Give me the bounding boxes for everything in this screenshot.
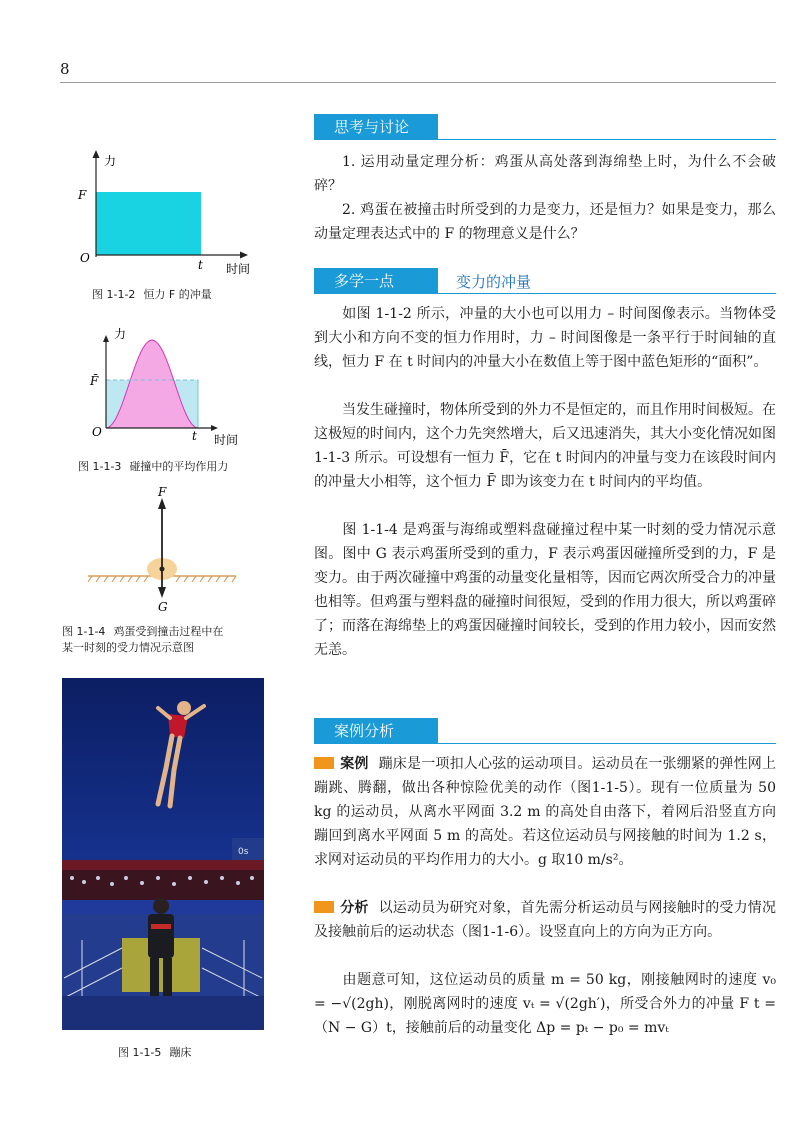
section-header-discuss: 思考与讨论 <box>314 114 438 140</box>
scoreboard-text: 0s <box>238 847 249 857</box>
more-paragraph-1: 如图 1-1-2 所示，冲量的大小也可以用力 – 时间图像表示。当物体受到大小和方向不变的恒力作用时，力 – 时间图像是一条平行于时间轴的直线，恒力 F 在 t 时间内的冲量大小在数值上等于图中蓝色矩形的“面积”。 <box>314 306 776 370</box>
fig3-y-axis-label: 力 <box>114 327 127 341</box>
page-number: 8 <box>60 60 70 78</box>
fig2-t-label: t <box>198 258 203 272</box>
fig2-caption: 图 1-1-2 恒力 F 的冲量 <box>92 288 212 301</box>
analysis-paragraph: 分析 以运动员为研究对象，首先需分析运动员与网接触时的受力情况及接触前后的运动状态（图1-1-6）。设竖直向上的方向为正方向。 <box>314 900 777 940</box>
analysis-marker-icon <box>314 901 334 913</box>
section-header-more: 多学一点 <box>314 268 438 294</box>
fig5-caption: 图 1-1-5 蹦床 <box>118 1046 192 1059</box>
fig4-caption: 图 1-1-4 鸡蛋受到撞击过程中在 某一时刻的受力情况示意图 <box>62 625 224 654</box>
case-paragraph: 案例 蹦床是一项扣人心弦的运动项目。运动员在一张绷紧的弹性网上蹦跳、腾翻，做出各种惊险优美的动作（图1-1-5）。现有一位质量为 50 kg 的运动员，从离水平网面 3.2 m 的高处自由落下，着网后沿竖直方向蹦回到离水平网面 5 m 的高处。若这位运动员与网接触的时间为 1.2 s，求网对运动员的平均作用力的大小。g 取10 m/s²。 <box>314 756 777 868</box>
section-header-case: 案例分析 <box>314 718 438 744</box>
case-marker-icon <box>314 757 334 769</box>
fig4-force-G: G <box>158 600 168 614</box>
fig3-t-label: t <box>192 429 197 443</box>
trampoline-photo <box>62 678 264 1030</box>
discuss-q2: 2. 鸡蛋在被撞击时所受到的力是变力，还是恒力？如果是变力，那么动量定理表达式中的 F 的物理意义是什么？ <box>314 202 776 242</box>
header-rule <box>60 82 776 83</box>
fig2-x-axis-label: 时间 <box>226 262 251 276</box>
solution-paragraph: 由题意可知，这位运动员的质量 m = 50 kg，刚接触网时的速度 v₀ = −√(2gh)，刚脱离网时的速度 vₜ = √(2gh′)，所受合外力的冲量 F t = （N − G）t，接触前后的动量变化 Δp = pₜ − p₀ = mvₜ <box>314 972 776 1036</box>
section-rule-discuss <box>438 139 776 140</box>
fig2-F-label: F <box>78 188 87 202</box>
fig3-origin: O <box>92 425 102 439</box>
section-rule-more <box>438 293 776 294</box>
fig3-caption: 图 1-1-3 碰撞中的平均作用力 <box>78 460 229 473</box>
more-paragraph-2: 当发生碰撞时，物体所受到的外力不是恒定的，而且作用时间极短。在这极短的时间内，这个力先突然增大，后又迅速消失，其大小变化情况如图 1-1-3 所示。可设想有一恒力 F̄，它在 t 时间内的冲量与变力在该段时间内的冲量大小相等，这个恒力 F̄ 即为该变力在 t 时间内的平均值。 <box>314 402 776 490</box>
section-rule-case <box>438 743 776 744</box>
more-paragraph-3: 图 1-1-4 是鸡蛋与海绵或塑料盘碰撞过程中某一时刻的受力情况示意图。图中 G 表示鸡蛋所受到的重力，F 表示鸡蛋因碰撞所受到的力，F 是变力。由于两次碰撞中鸡蛋的动量变化量相等，因而它两次所受合力的冲量也相等。但鸡蛋与塑料盘的碰撞时间很短，受到的作用力很大，所以鸡蛋碎了；而落在海绵垫上的鸡蛋因碰撞时间较长，受到的作用力较小，因而安然无恙。 <box>314 522 776 658</box>
figure-egg-forces <box>84 484 244 614</box>
fig2-origin: O <box>80 251 90 265</box>
discuss-q1: 1. 运用动量定理分析：鸡蛋从高处落到海绵垫上时，为什么不会破碎？ <box>314 154 776 194</box>
section-subtitle-variable-force: 变力的冲量 <box>456 273 532 291</box>
fig4-force-F: F <box>158 485 167 499</box>
fig3-Fbar-label: F̄ <box>90 374 99 388</box>
fig3-x-axis-label: 时间 <box>214 433 239 447</box>
figure-collision-force-graph <box>72 322 252 452</box>
figure-constant-force-graph <box>70 145 260 280</box>
fig2-y-axis-label: 力 <box>104 154 117 168</box>
